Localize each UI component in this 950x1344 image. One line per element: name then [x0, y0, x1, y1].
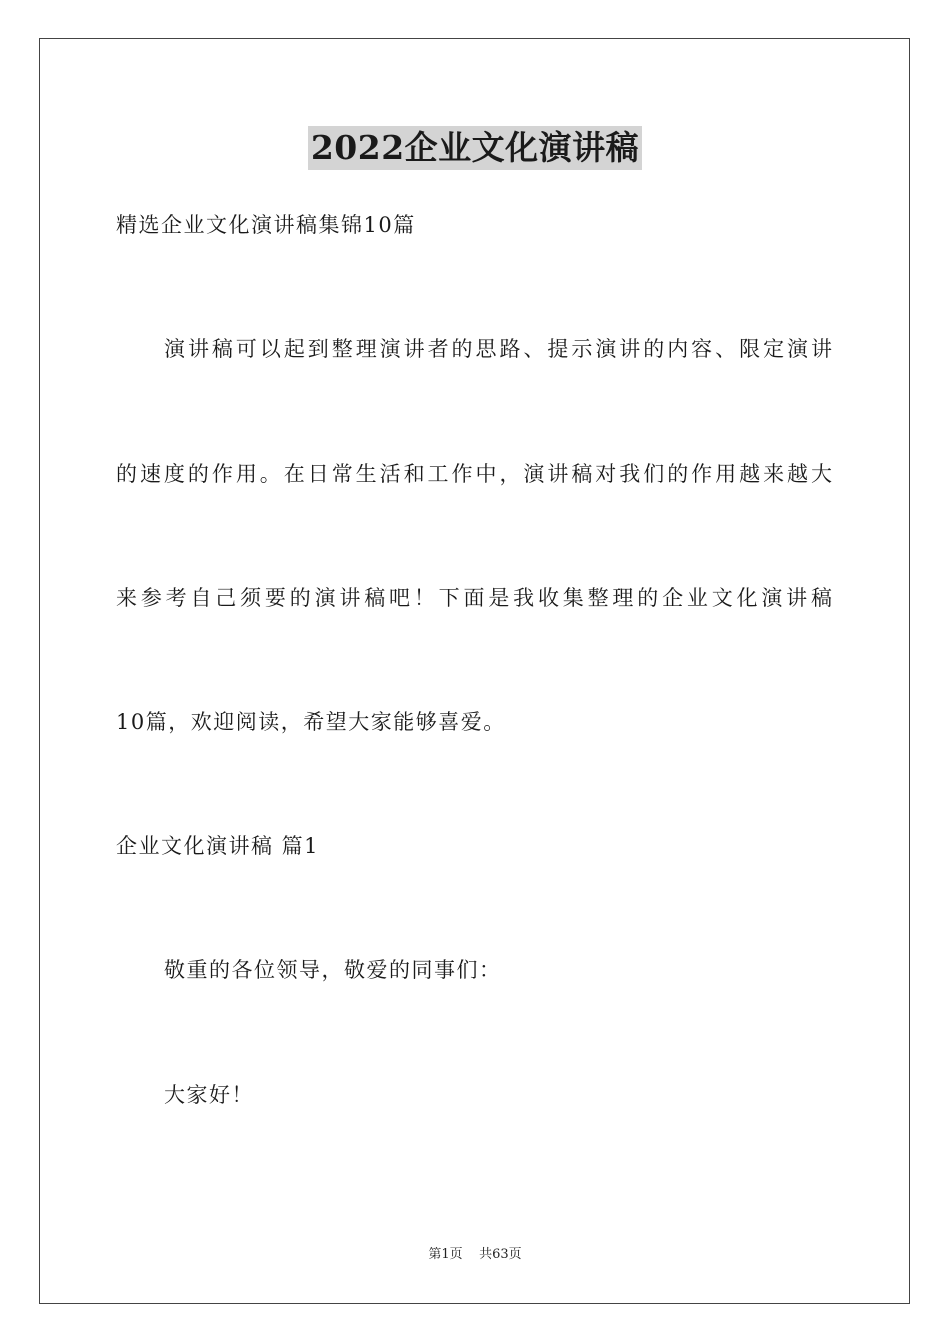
greeting: 大家好！: [164, 1083, 254, 1107]
section-heading: 企业文化演讲稿 篇1: [116, 834, 320, 858]
intro-line-1: 演讲稿可以起到整理演讲者的思路、提示演讲的内容、限定演讲: [164, 337, 832, 361]
page-number: 第1页: [428, 1247, 463, 1262]
intro-line-4: 10篇，欢迎阅读，希望大家能够喜爱。: [116, 710, 506, 734]
salutation: 敬重的各位领导，敬爱的同事们：: [164, 958, 502, 982]
page-total: 共63页: [479, 1247, 522, 1262]
document-subtitle: 精选企业文化演讲稿集锦10篇: [116, 213, 416, 237]
page-footer: [0, 1246, 950, 1264]
document-title: 2022企业文化演讲稿: [308, 126, 642, 170]
intro-line-2: 的速度的作用。在日常生活和工作中，演讲稿对我们的作用越来越大: [116, 462, 832, 486]
title-container: [0, 126, 950, 170]
intro-line-3: 来参考自己须要的演讲稿吧！下面是我收集整理的企业文化演讲稿: [116, 586, 832, 610]
